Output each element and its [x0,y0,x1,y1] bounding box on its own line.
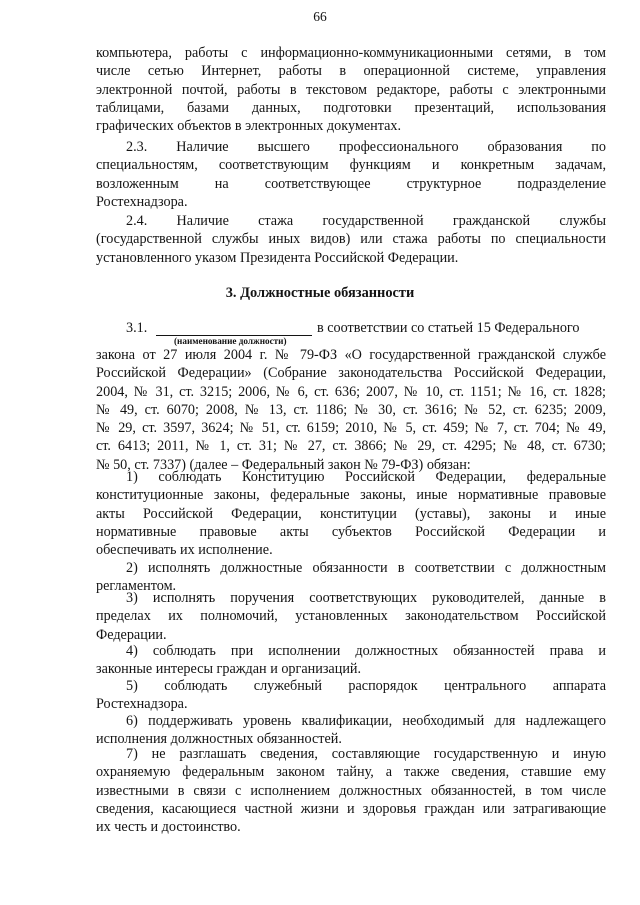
text-line: Российской Федерации» (Собрание законодательства Российской Федерации, [96,365,606,382]
paragraph-computer-skills [96,44,606,135]
text-line: нормативные правовые акты субъектов Российской Федерации и [96,523,606,540]
paragraph-3-1-intro [96,346,606,474]
text-line: 6) поддерживать уровень квалификации, необходимый для надлежащего [126,713,606,729]
text-line: конституционные законы, федеральные законы, иные нормативные правовые [96,487,606,504]
text-line: в соответствии со статьей 15 Федерального [317,320,580,336]
text-line: акты Российской Федерации, конституции (уставы), законы и иные [96,505,606,522]
text-line: (государственной службы иных видов) или стажа работы по специальности [96,231,606,248]
text-line: специальностям, соответствующим функциям и конкретным задачам, [96,157,606,174]
text-line: известными в связи с исполнением должностных обязанностей, в том числе [96,782,606,799]
duty-item-1 [96,468,606,559]
text-line: 7) не разглашать сведения, составляющие государственную и иную [126,746,606,762]
text-line: регламентом. [96,578,177,595]
page-number: 66 [313,9,327,24]
text-line: обеспечивать их исполнение. [96,542,273,559]
text-line: сведения, касающиеся частной жизни и здоровья граждан или затрагивающие [96,800,606,817]
duty-item-6 [96,712,606,749]
text-line: исполнения должностных обязанностей. [96,731,342,748]
text-line: Ростехнадзора. [96,193,188,210]
text-line: компьютера, работы с информационно-коммуникационными сетями, в том [96,45,606,61]
text-line: пределах их полномочий, установленных законодательством Российской [96,608,606,625]
text-line: их честь и достоинство. [96,819,241,836]
text-line: Ростехнадзора. [96,696,188,713]
text-line: законные интересы граждан и организаций. [96,661,362,678]
text-line: 2004, № 31, ст. 3215; 2006, № 6, ст. 636; 2007, № 10, ст. 1151; № 16, ст. 1828; [96,383,606,400]
text-line: числе сетью Интернет, работы в операционной системе, управления [96,63,606,80]
paragraph-2-4 [96,212,606,267]
duty-item-4 [96,642,606,679]
text-line: электронной почтой, работы в текстовом редакторе, работы с электронными [96,81,606,98]
text-line: графических объектов в электронных документах. [96,118,402,135]
item-number: 3.1. [126,320,148,336]
text-line: Федерации. [96,626,167,643]
paragraph-2-3 [96,138,606,211]
text-line: ст. 6413; 2011, № 1, ст. 31; № 27, ст. 3866; № 29, ст. 4295; № 48, ст. 6730; [96,438,606,455]
duty-item-5 [96,677,606,714]
text-line: закона от 27 июля 2004 г. № 79-ФЗ «О государственной гражданской службе [96,347,606,363]
text-line: 3) исполнять поручения соответствующих руководителей, данные в [126,590,606,606]
text-line: охраняемую федеральным законом тайну, а также сведения, ставшие ему [96,764,606,781]
text-line: установленного указом Президента Российской Федерации. [96,249,459,266]
text-line: 2.3. Наличие высшего профессионального образования по [126,139,606,155]
text-line: № 50, ст. 7337) (далее – Федеральный закон № 79-ФЗ) обязан: [96,456,471,473]
position-field-hint: (наименование должности) [174,336,287,346]
text-line: № 29, ст. 3597, 3624; № 51, ст. 6159; 2010, № 5, ст. 459; № 7, ст. 704; № 49, [96,420,606,437]
text-line: 1) соблюдать Конституцию Российской Федерации, федеральные [126,469,606,485]
text-line: 2.4. Наличие стажа государственной гражданской службы [126,213,606,229]
text-line: таблицами, базами данных, подготовки презентаций, использования [96,99,606,116]
text-line: возложенным на соответствующее структурное подразделение [96,175,606,192]
section-heading: 3. Должностные обязанности [225,285,415,301]
text-line: 2) исполнять должностные обязанности в соответствии с должностным [126,560,606,576]
duty-item-3 [96,589,606,644]
text-line: 4) соблюдать при исполнении должностных обязанностей права и [126,643,606,659]
text-line: № 49, ст. 6070; 2008, № 13, ст. 1186; № 30, ст. 3616; № 52, ст. 6235; 2009, [96,401,606,418]
text-line: 5) соблюдать служебный распорядок центрального аппарата [126,678,606,694]
duty-item-7 [96,745,606,836]
